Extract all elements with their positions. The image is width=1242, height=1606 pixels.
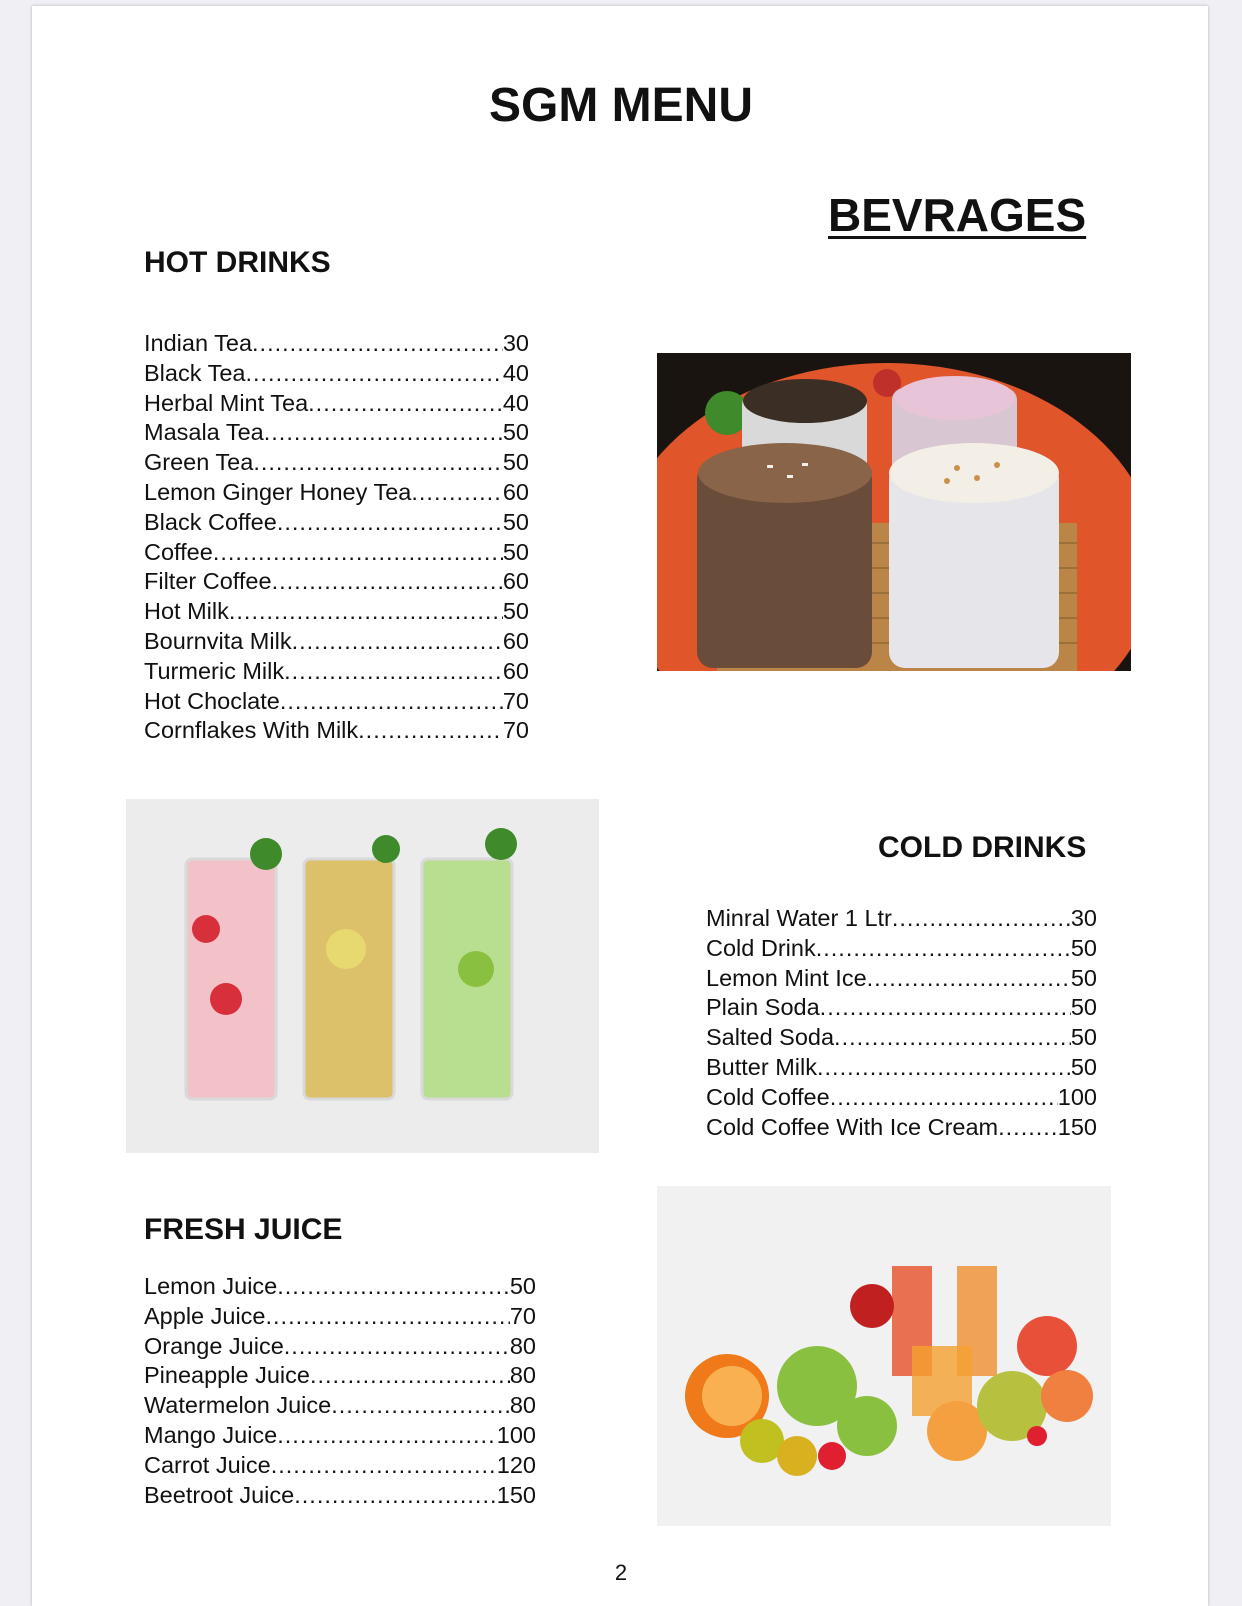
menu-item bbox=[706, 993, 1097, 1023]
item-name: Carrot Juice bbox=[144, 1451, 271, 1478]
mocktail-glasses-photo bbox=[126, 799, 599, 1153]
menu-item bbox=[144, 329, 529, 359]
item-price: 80 bbox=[509, 1362, 536, 1389]
menu-item bbox=[144, 1481, 536, 1511]
fresh-juice-list bbox=[144, 1272, 536, 1510]
item-price: 50 bbox=[502, 449, 529, 476]
dot-leader bbox=[272, 567, 503, 597]
item-name: Hot Choclate bbox=[144, 687, 280, 714]
item-price: 120 bbox=[496, 1451, 536, 1478]
item-price: 30 bbox=[1070, 905, 1097, 931]
menu-item bbox=[144, 567, 529, 597]
item-price: 60 bbox=[502, 657, 529, 684]
item-price: 40 bbox=[502, 389, 529, 416]
item-name: Lemon Mint Ice bbox=[706, 964, 867, 991]
dot-leader bbox=[271, 1451, 497, 1481]
item-name: Black Tea bbox=[144, 359, 246, 386]
dot-leader bbox=[310, 1361, 510, 1391]
item-price: 50 bbox=[1070, 994, 1097, 1021]
item-name: Coffee bbox=[144, 538, 213, 565]
dot-leader bbox=[277, 1421, 497, 1451]
item-price: 50 bbox=[502, 508, 529, 535]
item-name: Masala Tea bbox=[144, 419, 264, 446]
item-price: 80 bbox=[509, 1332, 536, 1359]
item-name: Filter Coffee bbox=[144, 568, 272, 595]
menu-item bbox=[144, 1391, 536, 1421]
dot-leader bbox=[331, 1391, 510, 1421]
menu-item bbox=[144, 1451, 536, 1481]
item-price: 100 bbox=[496, 1421, 536, 1448]
item-price: 70 bbox=[502, 687, 529, 714]
milkshakes-photo bbox=[657, 353, 1131, 671]
page-number: 2 bbox=[614, 1560, 628, 1585]
dot-leader bbox=[411, 478, 502, 508]
menu-item bbox=[706, 934, 1097, 964]
menu-item bbox=[706, 904, 1097, 934]
menu-item bbox=[706, 1023, 1097, 1053]
menu-item bbox=[144, 359, 529, 389]
dot-leader bbox=[820, 993, 1071, 1023]
item-name: Cornflakes With Milk bbox=[144, 717, 359, 744]
menu-item bbox=[144, 448, 529, 478]
item-price: 50 bbox=[1070, 1053, 1097, 1080]
item-name: Butter Milk bbox=[706, 1053, 817, 1080]
item-name: Plain Soda bbox=[706, 994, 820, 1021]
item-name: Cold Coffee With Ice Cream bbox=[706, 1113, 999, 1140]
dot-leader bbox=[277, 508, 503, 538]
dot-leader bbox=[213, 538, 503, 568]
fresh-juice-heading: FRESH JUICE bbox=[144, 1213, 343, 1246]
dot-leader bbox=[277, 1272, 510, 1302]
item-price: 50 bbox=[502, 419, 529, 446]
item-name: Indian Tea bbox=[144, 330, 253, 356]
item-name: Apple Juice bbox=[144, 1302, 266, 1329]
menu-item bbox=[144, 657, 529, 687]
item-name: Black Coffee bbox=[144, 508, 277, 535]
item-name: Lemon Juice bbox=[144, 1273, 278, 1299]
item-name: Hot Milk bbox=[144, 598, 229, 625]
menu-item bbox=[706, 964, 1097, 994]
dot-leader bbox=[264, 418, 503, 448]
item-price: 50 bbox=[509, 1273, 536, 1299]
item-price: 70 bbox=[509, 1302, 536, 1329]
dot-leader bbox=[266, 1302, 510, 1332]
item-price: 80 bbox=[509, 1392, 536, 1419]
item-price: 150 bbox=[1057, 1113, 1097, 1140]
item-name: Beetroot Juice bbox=[144, 1481, 295, 1508]
item-price: 70 bbox=[502, 717, 529, 744]
item-price: 60 bbox=[502, 568, 529, 595]
item-price: 50 bbox=[1070, 964, 1097, 991]
menu-item bbox=[144, 418, 529, 448]
hot-drinks-heading: HOT DRINKS bbox=[144, 246, 331, 279]
dot-leader bbox=[358, 716, 503, 746]
menu-item bbox=[144, 716, 529, 746]
menu-item bbox=[144, 1421, 536, 1451]
dot-leader bbox=[816, 934, 1071, 964]
dot-leader bbox=[252, 329, 503, 359]
cold-drinks-list bbox=[706, 904, 1097, 1142]
dot-leader bbox=[867, 964, 1071, 994]
menu-item bbox=[144, 627, 529, 657]
menu-item bbox=[144, 1361, 536, 1391]
menu-item bbox=[144, 1332, 536, 1362]
menu-item bbox=[144, 538, 529, 568]
dot-leader bbox=[834, 1023, 1071, 1053]
dot-leader bbox=[308, 389, 503, 419]
dot-leader bbox=[892, 904, 1071, 934]
menu-item bbox=[144, 597, 529, 627]
cold-drinks-heading: COLD DRINKS bbox=[878, 831, 1087, 864]
item-price: 150 bbox=[496, 1481, 536, 1508]
item-price: 60 bbox=[502, 478, 529, 505]
hot-drinks-list bbox=[144, 329, 529, 746]
item-price: 50 bbox=[1070, 934, 1097, 961]
item-name: Pineapple Juice bbox=[144, 1362, 310, 1389]
menu-item bbox=[144, 389, 529, 419]
dot-leader bbox=[253, 448, 503, 478]
menu-title: SGM MENU bbox=[489, 79, 753, 132]
dot-leader bbox=[245, 359, 502, 389]
menu-item bbox=[706, 1113, 1097, 1143]
menu-item bbox=[144, 1272, 536, 1302]
item-name: Turmeric Milk bbox=[144, 657, 285, 684]
dot-leader bbox=[998, 1113, 1058, 1143]
dot-leader bbox=[284, 1332, 510, 1362]
item-name: Green Tea bbox=[144, 449, 254, 476]
item-name: Mango Juice bbox=[144, 1421, 278, 1448]
item-price: 100 bbox=[1057, 1083, 1097, 1110]
item-name: Watermelon Juice bbox=[144, 1392, 332, 1419]
menu-item bbox=[706, 1083, 1097, 1113]
dot-leader bbox=[229, 597, 503, 627]
item-price: 40 bbox=[502, 359, 529, 386]
item-name: Bournvita Milk bbox=[144, 627, 292, 654]
menu-item bbox=[706, 1053, 1097, 1083]
item-name: Cold Coffee bbox=[706, 1083, 830, 1110]
menu-item bbox=[144, 478, 529, 508]
item-price: 60 bbox=[502, 627, 529, 654]
dot-leader bbox=[280, 687, 503, 717]
item-name: Orange Juice bbox=[144, 1332, 284, 1359]
dot-leader bbox=[817, 1053, 1071, 1083]
dot-leader bbox=[284, 657, 503, 687]
dot-leader bbox=[830, 1083, 1058, 1113]
item-name: Cold Drink bbox=[706, 934, 816, 961]
menu-item bbox=[144, 1302, 536, 1332]
item-name: Herbal Mint Tea bbox=[144, 389, 309, 416]
dot-leader bbox=[292, 627, 503, 657]
item-name: Minral Water 1 Ltr bbox=[706, 905, 892, 931]
menu-item bbox=[144, 508, 529, 538]
item-price: 50 bbox=[502, 598, 529, 625]
item-price: 30 bbox=[502, 330, 529, 356]
category-heading: BEVRAGES bbox=[828, 189, 1087, 241]
dot-leader bbox=[294, 1481, 497, 1511]
menu-item bbox=[144, 687, 529, 717]
item-name: Lemon Ginger Honey Tea bbox=[144, 478, 412, 505]
fruits-and-juices-photo bbox=[657, 1186, 1111, 1526]
item-price: 50 bbox=[1070, 1024, 1097, 1051]
item-name: Salted Soda bbox=[706, 1024, 835, 1051]
item-price: 50 bbox=[502, 538, 529, 565]
